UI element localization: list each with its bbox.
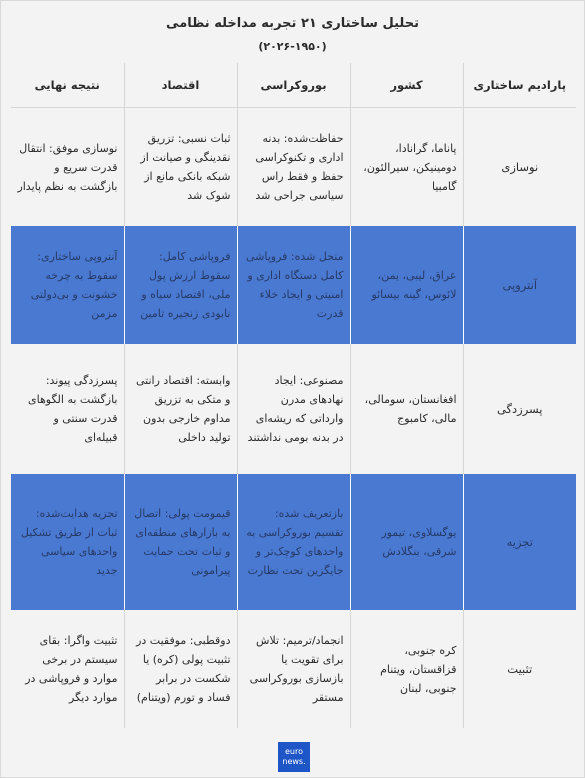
cell-country: کره جنوبی، قزاقستان، ویتنام جنوبی، لبنان bbox=[350, 610, 463, 728]
euronews-logo bbox=[278, 742, 310, 772]
cell-bureaucracy: منحل شده: فروپاشی کامل دستگاه اداری و امنیتی و ایجاد خلاء قدرت bbox=[237, 226, 350, 344]
cell-country: عراق، لیبی، یمن، لائوس، گینه بیسائو bbox=[350, 226, 463, 344]
cell-country: پاناما، گرانادا، دومینیکن، سیرالئون، گامبیا bbox=[350, 108, 463, 227]
cell-outcome: تثبیت واگرا: بقای سیستم در برخی موارد و فروپاشی در موارد دیگر bbox=[11, 610, 124, 728]
cell-economy: ثبات نسبی: تزریق نقدینگی و صیانت از شبکه بانکی مانع از شوک شد bbox=[124, 108, 237, 227]
table-row bbox=[11, 610, 576, 728]
table-header-row bbox=[11, 63, 576, 108]
cell-economy: قیمومت پولی: اتصال به بازارهای منطقه‌ای و ثبات تحت حمایت پیرامونی bbox=[124, 474, 237, 610]
cell-paradigm: پسرزدگی bbox=[463, 344, 576, 474]
table-row bbox=[11, 474, 576, 610]
column-header-outcome: نتیجه نهایی bbox=[11, 63, 124, 108]
cell-outcome: آنتروپی ساختاری: سقوط به چرخه خشونت و بی‌دولتی مزمن bbox=[11, 226, 124, 344]
column-header-bureaucracy: بوروکراسی bbox=[237, 63, 350, 108]
cell-outcome: پسرزدگی پیوند: بازگشت به الگوهای قدرت سنتی و قبیله‌ای bbox=[11, 344, 124, 474]
cell-economy: فروپاشی کامل: سقوط ارزش پول ملی، اقتصاد سیاه و نابودی زنجیره تامین bbox=[124, 226, 237, 344]
cell-bureaucracy: مصنوعی: ایجاد نهادهای مدرن وارداتی که ریشه‌ای در بدنه بومی نداشتند bbox=[237, 344, 350, 474]
cell-economy: وابسته: اقتصاد رانتی و متکی به تزریق مداوم خارجی بدون تولید داخلی bbox=[124, 344, 237, 474]
cell-country: یوگسلاوی، تیمور شرقی، بنگلادش bbox=[350, 474, 463, 610]
column-header-economy: اقتصاد bbox=[124, 63, 237, 108]
column-header-country: کشور bbox=[350, 63, 463, 108]
logo-line-1: euro bbox=[285, 747, 303, 756]
page-subtitle: (۲۰۲۶-۱۹۵۰) bbox=[258, 40, 327, 53]
page-title: تحلیل ساختاری ۲۱ تجربه مداخله نظامی bbox=[166, 16, 419, 31]
cell-paradigm: تجزیه bbox=[463, 474, 576, 610]
cell-country: افغانستان، سومالی، مالی، کامبوج bbox=[350, 344, 463, 474]
cell-economy: دوقطبی: موفقیت در تثبیت پولی (کره) یا شکست در برابر فساد و تورم (ویتنام) bbox=[124, 610, 237, 728]
cell-paradigm: نوسازی bbox=[463, 108, 576, 227]
cell-bureaucracy: حفاظت‌شده: بدنه اداری و تکنوکراسی حفظ و فقط راس سیاسی جراحی شد bbox=[237, 108, 350, 227]
table-row bbox=[11, 226, 576, 344]
cell-outcome: تجزیه هدایت‌شده: ثبات از طریق تشکیل واحدهای سیاسی جدید bbox=[11, 474, 124, 610]
table-row bbox=[11, 108, 576, 227]
cell-paradigm: تثبیت bbox=[463, 610, 576, 728]
table-row bbox=[11, 344, 576, 474]
cell-paradigm: آنتروپی bbox=[463, 226, 576, 344]
analysis-table bbox=[11, 63, 576, 728]
cell-bureaucracy: بازتعریف شده: تقسیم بوروکراسی به واحدهای کوچک‌تر و جایگزین تحت نظارت bbox=[237, 474, 350, 610]
cell-bureaucracy: انجماد/ترمیم: تلاش برای تقویت یا بازسازی بوروکراسی مستقر bbox=[237, 610, 350, 728]
logo-line-2: news. bbox=[282, 757, 306, 766]
cell-outcome: نوسازی موفق: انتقال قدرت سریع و بازگشت به نظم پایدار bbox=[11, 108, 124, 227]
column-header-paradigm: پارادیم ساختاری bbox=[463, 63, 576, 108]
